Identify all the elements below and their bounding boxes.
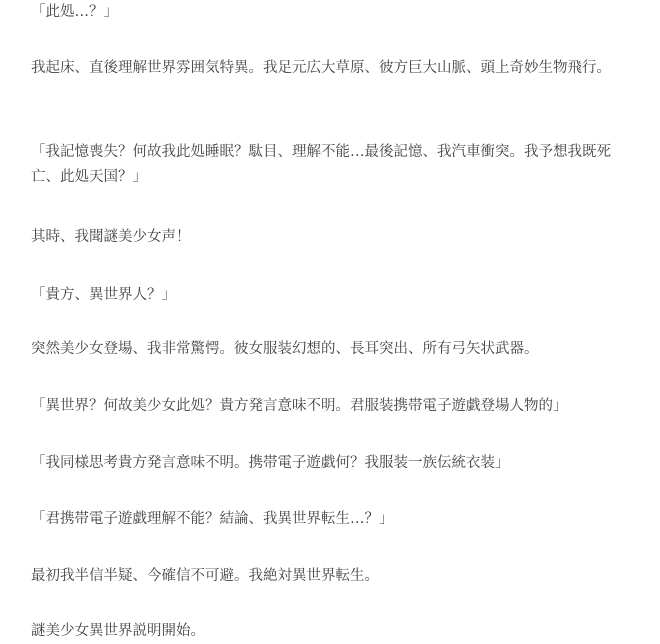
paragraph-9: 「君携帯電子遊戯理解不能？結論、我異世界転生…？」 — [31, 511, 394, 527]
paragraph-10: 最初我半信半疑、今確信不可避。我絶対異世界転生。 — [31, 568, 379, 584]
paragraph-7: 「異世界？何故美少女此処？貴方発言意味不明。君服装携帯電子遊戯登場人物的」 — [31, 398, 568, 414]
paragraph-8: 「我同様思考貴方発言意味不明。携帯電子遊戯何？我服装一族伝統衣装」 — [31, 455, 510, 471]
paragraph-11: 謎美少女異世界説明開始。 — [31, 623, 205, 639]
paragraph-2: 我起床、直後理解世界雰囲気特異。我足元広大草原、彼方巨大山脈、頭上奇妙生物飛行。 — [31, 60, 611, 76]
paragraph-1: 「此処…？」 — [31, 4, 118, 20]
paragraph-4: 其時、我聞謎美少女声！ — [31, 229, 191, 245]
paragraph-3: 「我記憶喪失？何故我此処睡眠？駄目、理解不能…最後記憶、我汽車衝突。我予想我既死亡、此処天国？」 — [31, 144, 611, 185]
paragraph-5: 「貴方、異世界人？」 — [31, 287, 176, 303]
paragraph-6: 突然美少女登場、我非常驚愕。彼女服装幻想的、長耳突出、所有弓矢状武器。 — [31, 341, 539, 357]
